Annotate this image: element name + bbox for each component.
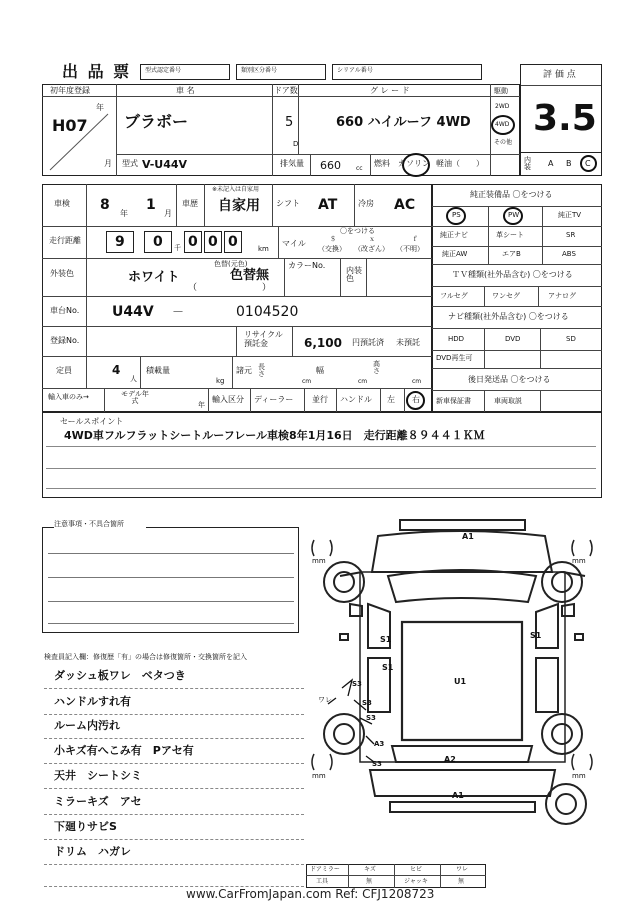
doors-label: ドア数 bbox=[274, 86, 298, 95]
legend-mirror: ドアミラー bbox=[310, 866, 340, 873]
sales-point-text: 4WD車フルフラットシートルーフレール車検8年1月16日 走行距離８９４４１ＫＭ bbox=[64, 429, 485, 442]
import-dealer: ディーラー bbox=[254, 395, 294, 404]
history-note: ※未記入は自家用 bbox=[212, 186, 260, 193]
interior-b: B bbox=[566, 159, 572, 168]
tv-title: ＴＶ種類(社外品含む) 〇をつける bbox=[452, 270, 573, 279]
shaken-year-unit: 年 bbox=[120, 209, 128, 218]
mileage-opt-tampered: （改ざん） bbox=[354, 245, 389, 253]
sales-point-section bbox=[42, 412, 602, 498]
doors-d: D bbox=[293, 140, 299, 148]
doors-value: 5 bbox=[285, 115, 294, 130]
load-label: 積載量 bbox=[146, 366, 170, 375]
interior-c: C bbox=[585, 159, 591, 168]
length-cm: cm bbox=[302, 378, 312, 385]
drive-label: 駆動 bbox=[494, 87, 508, 95]
shift-value: AT bbox=[318, 197, 338, 213]
legend-scratch: キズ bbox=[364, 866, 376, 873]
legend-jack-value: 無 bbox=[458, 878, 465, 885]
color-change-value: 色替無 bbox=[230, 268, 270, 283]
diagram-a1-rear: A1 bbox=[452, 791, 464, 800]
retro-manual: 車両取説 bbox=[494, 397, 522, 405]
drive-other: その他 bbox=[494, 139, 513, 146]
note-item-5: 天井 シートシミ bbox=[54, 769, 142, 782]
fuel-diesel: 軽油（ bbox=[436, 159, 460, 168]
history-value: 自家用 bbox=[218, 198, 260, 214]
category-label: 類別区分番号 bbox=[241, 67, 278, 74]
watermark: www.CarFromJapan.com Ref: CFJ1208723 bbox=[186, 887, 435, 901]
load-kg: kg bbox=[216, 377, 225, 385]
drive-2wd: 2WD bbox=[495, 103, 510, 110]
equip-navi: 純正ナビ bbox=[440, 231, 468, 239]
mm-front-left: mm bbox=[312, 557, 326, 565]
shaken-month-unit: 月 bbox=[164, 209, 172, 218]
note-item-7: 下廻りサビS bbox=[54, 820, 117, 833]
legend-crack: ヒビ bbox=[410, 866, 423, 873]
color-paren-open: （ bbox=[188, 283, 198, 293]
mileage-digit-3: 0 bbox=[184, 231, 202, 253]
interior-c-circle bbox=[580, 155, 597, 172]
capacity-value: 4 bbox=[112, 363, 121, 377]
recycle-value: 6,100 bbox=[304, 336, 342, 350]
notes-box bbox=[42, 527, 300, 633]
shift-label: シフト bbox=[276, 199, 300, 208]
vehicle-details-section bbox=[42, 184, 432, 412]
retro-title: 後日発送品 〇をつける bbox=[468, 375, 551, 384]
import-label: 輸入車のみ→ bbox=[48, 393, 89, 401]
mileage-mile: マイル bbox=[282, 239, 306, 248]
color-change-label: 色替(元色) bbox=[214, 260, 248, 268]
equip-sr: SR bbox=[566, 231, 576, 239]
diagram-a3: A3 bbox=[374, 740, 385, 748]
navi-hdd: HDD bbox=[448, 335, 465, 343]
length-label: 長さ bbox=[258, 363, 265, 378]
mileage-km: km bbox=[258, 245, 269, 253]
grade-value: 660 ハイルーフ 4WD bbox=[336, 115, 471, 130]
diagram-s3-c: S3 bbox=[366, 714, 376, 722]
mileage-digit-1: 9 bbox=[106, 231, 134, 253]
recycle-label: リサイクル預託金 bbox=[244, 330, 283, 348]
equip-tv: 純正TV bbox=[558, 211, 582, 219]
handle-left: 左 bbox=[387, 395, 395, 404]
history-label: 車歴 bbox=[182, 199, 198, 208]
car-name-label: 車 名 bbox=[176, 86, 195, 95]
mm-front-right: mm bbox=[572, 557, 586, 565]
navi-title: ナビ種類(社外品含む) 〇をつける bbox=[448, 312, 569, 321]
model-year-unit: 年 bbox=[198, 401, 205, 409]
first-reg-label: 初年度登録 bbox=[50, 86, 90, 95]
type-approval-label: 型式認定番号 bbox=[145, 67, 182, 74]
grade-label: グ レ ー ド bbox=[370, 86, 410, 95]
fuel-paren-close: ） bbox=[476, 159, 484, 168]
navi-sd: SD bbox=[566, 335, 576, 343]
color-value: ホワイト bbox=[128, 270, 180, 285]
shaken-month: 1 bbox=[146, 197, 156, 213]
model-label: 型式 bbox=[122, 159, 138, 168]
car-damage-diagram bbox=[300, 512, 610, 832]
diagram-crack-note: ワレ bbox=[318, 696, 332, 704]
handle-right-circle bbox=[406, 391, 425, 410]
chassis-label: 車台No. bbox=[50, 306, 80, 315]
dvd-playback-label: DVD再生可 bbox=[436, 354, 473, 362]
first-reg-value: H07 bbox=[52, 116, 88, 135]
note-item-2: ハンドルすれ有 bbox=[54, 695, 131, 708]
equip-leather: 革シート bbox=[496, 231, 524, 239]
tv-analog: アナログ bbox=[548, 292, 576, 300]
equip-pw: PW bbox=[508, 211, 520, 219]
note-item-4: 小キズ有へこみ有 Pアセ有 bbox=[54, 744, 194, 757]
mileage-digit-2: 0 bbox=[144, 231, 172, 253]
note-item-6: ミラーキズ アセ bbox=[54, 795, 142, 808]
car-name-value: ブラボー bbox=[124, 112, 189, 131]
form-title: 出 品 票 bbox=[62, 62, 132, 81]
mileage-opt-f: ｆ bbox=[412, 236, 419, 243]
diagram-s1-left: S1 bbox=[380, 635, 392, 644]
chassis-dash: － bbox=[172, 305, 185, 319]
legend-broken: ワレ bbox=[456, 866, 469, 873]
mileage-opt-dollar: ＄ bbox=[330, 236, 337, 243]
drive-4wd-circle bbox=[491, 115, 515, 135]
mileage-label: 走行距離 bbox=[49, 236, 81, 245]
score-label: 評 価 点 bbox=[543, 70, 576, 80]
equip-airbag: エアB bbox=[502, 250, 521, 258]
recycle-not-deposited: 未預託 bbox=[396, 338, 420, 347]
ac-label: 冷房 bbox=[358, 199, 374, 208]
sales-point-label: セールスポイント bbox=[60, 417, 124, 426]
mileage-digit-4: 0 bbox=[204, 231, 222, 253]
equip-ps: PS bbox=[452, 211, 461, 219]
mm-rear-left: mm bbox=[312, 772, 326, 780]
height-cm: cm bbox=[412, 378, 422, 385]
note-item-3: ルーム内汚れ bbox=[54, 719, 120, 732]
equip-ps-circle bbox=[446, 207, 466, 225]
equip-abs: ABS bbox=[562, 250, 576, 258]
interior-color-label: 内装色 bbox=[346, 266, 362, 283]
first-reg-month-unit: 月 bbox=[104, 159, 112, 168]
mileage-opt-unknown: （不明） bbox=[396, 245, 424, 253]
shaken-year: 8 bbox=[100, 197, 110, 213]
model-year-label: モデル年式 bbox=[121, 390, 149, 405]
capacity-label: 定員 bbox=[56, 366, 72, 375]
equip-aw: 純正AW bbox=[442, 250, 468, 258]
mileage-opt-exchange: （交換） bbox=[318, 245, 346, 253]
width-label: 幅 bbox=[316, 366, 324, 375]
diagram-s3-d: S3 bbox=[372, 760, 382, 768]
notes-label: 注意事項・不具合箇所 bbox=[54, 520, 124, 528]
ac-value: AC bbox=[394, 197, 416, 213]
fuel-label: 燃料 bbox=[374, 159, 390, 168]
diagram-a1-front: A1 bbox=[462, 532, 474, 541]
dim-label: 諸元 bbox=[236, 366, 252, 375]
mileage-opt-x: ｘ bbox=[369, 236, 376, 243]
equip-pw-circle bbox=[503, 207, 523, 225]
import-type-label: 輸入区分 bbox=[212, 395, 244, 404]
reg-no-label: 登録No. bbox=[50, 336, 80, 345]
displacement-value: 660 bbox=[320, 159, 341, 172]
interior-grade-label: 内装 bbox=[524, 156, 531, 171]
diagram-s3-a: S3 bbox=[352, 680, 362, 688]
displacement-label: 排気量 bbox=[280, 159, 304, 168]
width-cm: cm bbox=[358, 378, 368, 385]
equipment-title: 純正装備品 〇をつける bbox=[470, 190, 553, 199]
interior-a: A bbox=[548, 159, 554, 168]
diagram-a2: A2 bbox=[444, 755, 456, 764]
navi-dvd: DVD bbox=[505, 335, 521, 343]
color-paren-close: ） bbox=[262, 283, 272, 293]
capacity-unit: 人 bbox=[130, 375, 137, 383]
first-reg-year-unit: 年 bbox=[96, 103, 104, 112]
mileage-thousand: 千 bbox=[174, 244, 181, 252]
serial-box bbox=[332, 64, 482, 80]
diagram-s3-b: S3 bbox=[362, 699, 372, 707]
height-label: 高さ bbox=[373, 360, 380, 375]
handle-right: 右 bbox=[412, 395, 420, 404]
diagram-s1-right: S1 bbox=[530, 631, 542, 640]
retro-warranty: 新車保証書 bbox=[436, 397, 471, 405]
drive-4wd: 4WD bbox=[495, 121, 510, 128]
fuel-gasoline: ガソリン bbox=[398, 159, 430, 168]
diagram-s1-left-lower: S1 bbox=[382, 663, 394, 672]
tv-oneseg: ワンセグ bbox=[492, 292, 520, 300]
legend-jack: ジャッキ bbox=[404, 878, 428, 885]
shaken-label: 車検 bbox=[54, 199, 70, 208]
mileage-circle-hint: 〇をつける bbox=[340, 227, 375, 235]
legend-tools-value: 無 bbox=[366, 878, 373, 885]
mm-rear-right: mm bbox=[572, 772, 586, 780]
displacement-cc: cc bbox=[356, 165, 363, 172]
diagram-u1: U1 bbox=[454, 677, 467, 686]
color-no-label: カラーNo. bbox=[288, 261, 326, 270]
note-item-1: ダッシュ板ワレ ベタつき bbox=[54, 669, 186, 682]
inspector-label: 検査員記入欄：修復歴「有」の場合は修復箇所・交換箇所を記入 bbox=[44, 653, 247, 661]
serial-label: シリアル番号 bbox=[337, 67, 373, 74]
type-approval-box bbox=[140, 64, 230, 80]
chassis-prefix: U44V bbox=[112, 304, 154, 320]
tv-fullseg: フルセグ bbox=[440, 292, 468, 300]
mileage-digit-5: 0 bbox=[224, 231, 242, 253]
category-box bbox=[236, 64, 326, 80]
model-value: V-U44V bbox=[142, 158, 188, 171]
legend-tools: 工具 bbox=[316, 878, 329, 885]
handle-label: ハンドル bbox=[340, 395, 372, 404]
recycle-deposited: 円預託済 bbox=[352, 338, 384, 347]
first-reg-diagonal bbox=[46, 100, 112, 172]
color-label: 外装色 bbox=[50, 269, 74, 278]
import-parallel: 並行 bbox=[312, 395, 328, 404]
score-value: 3.5 bbox=[533, 98, 597, 139]
note-item-8: ドリム ハガレ bbox=[54, 845, 131, 858]
chassis-number: 0104520 bbox=[236, 304, 299, 320]
fuel-circle bbox=[402, 153, 430, 177]
